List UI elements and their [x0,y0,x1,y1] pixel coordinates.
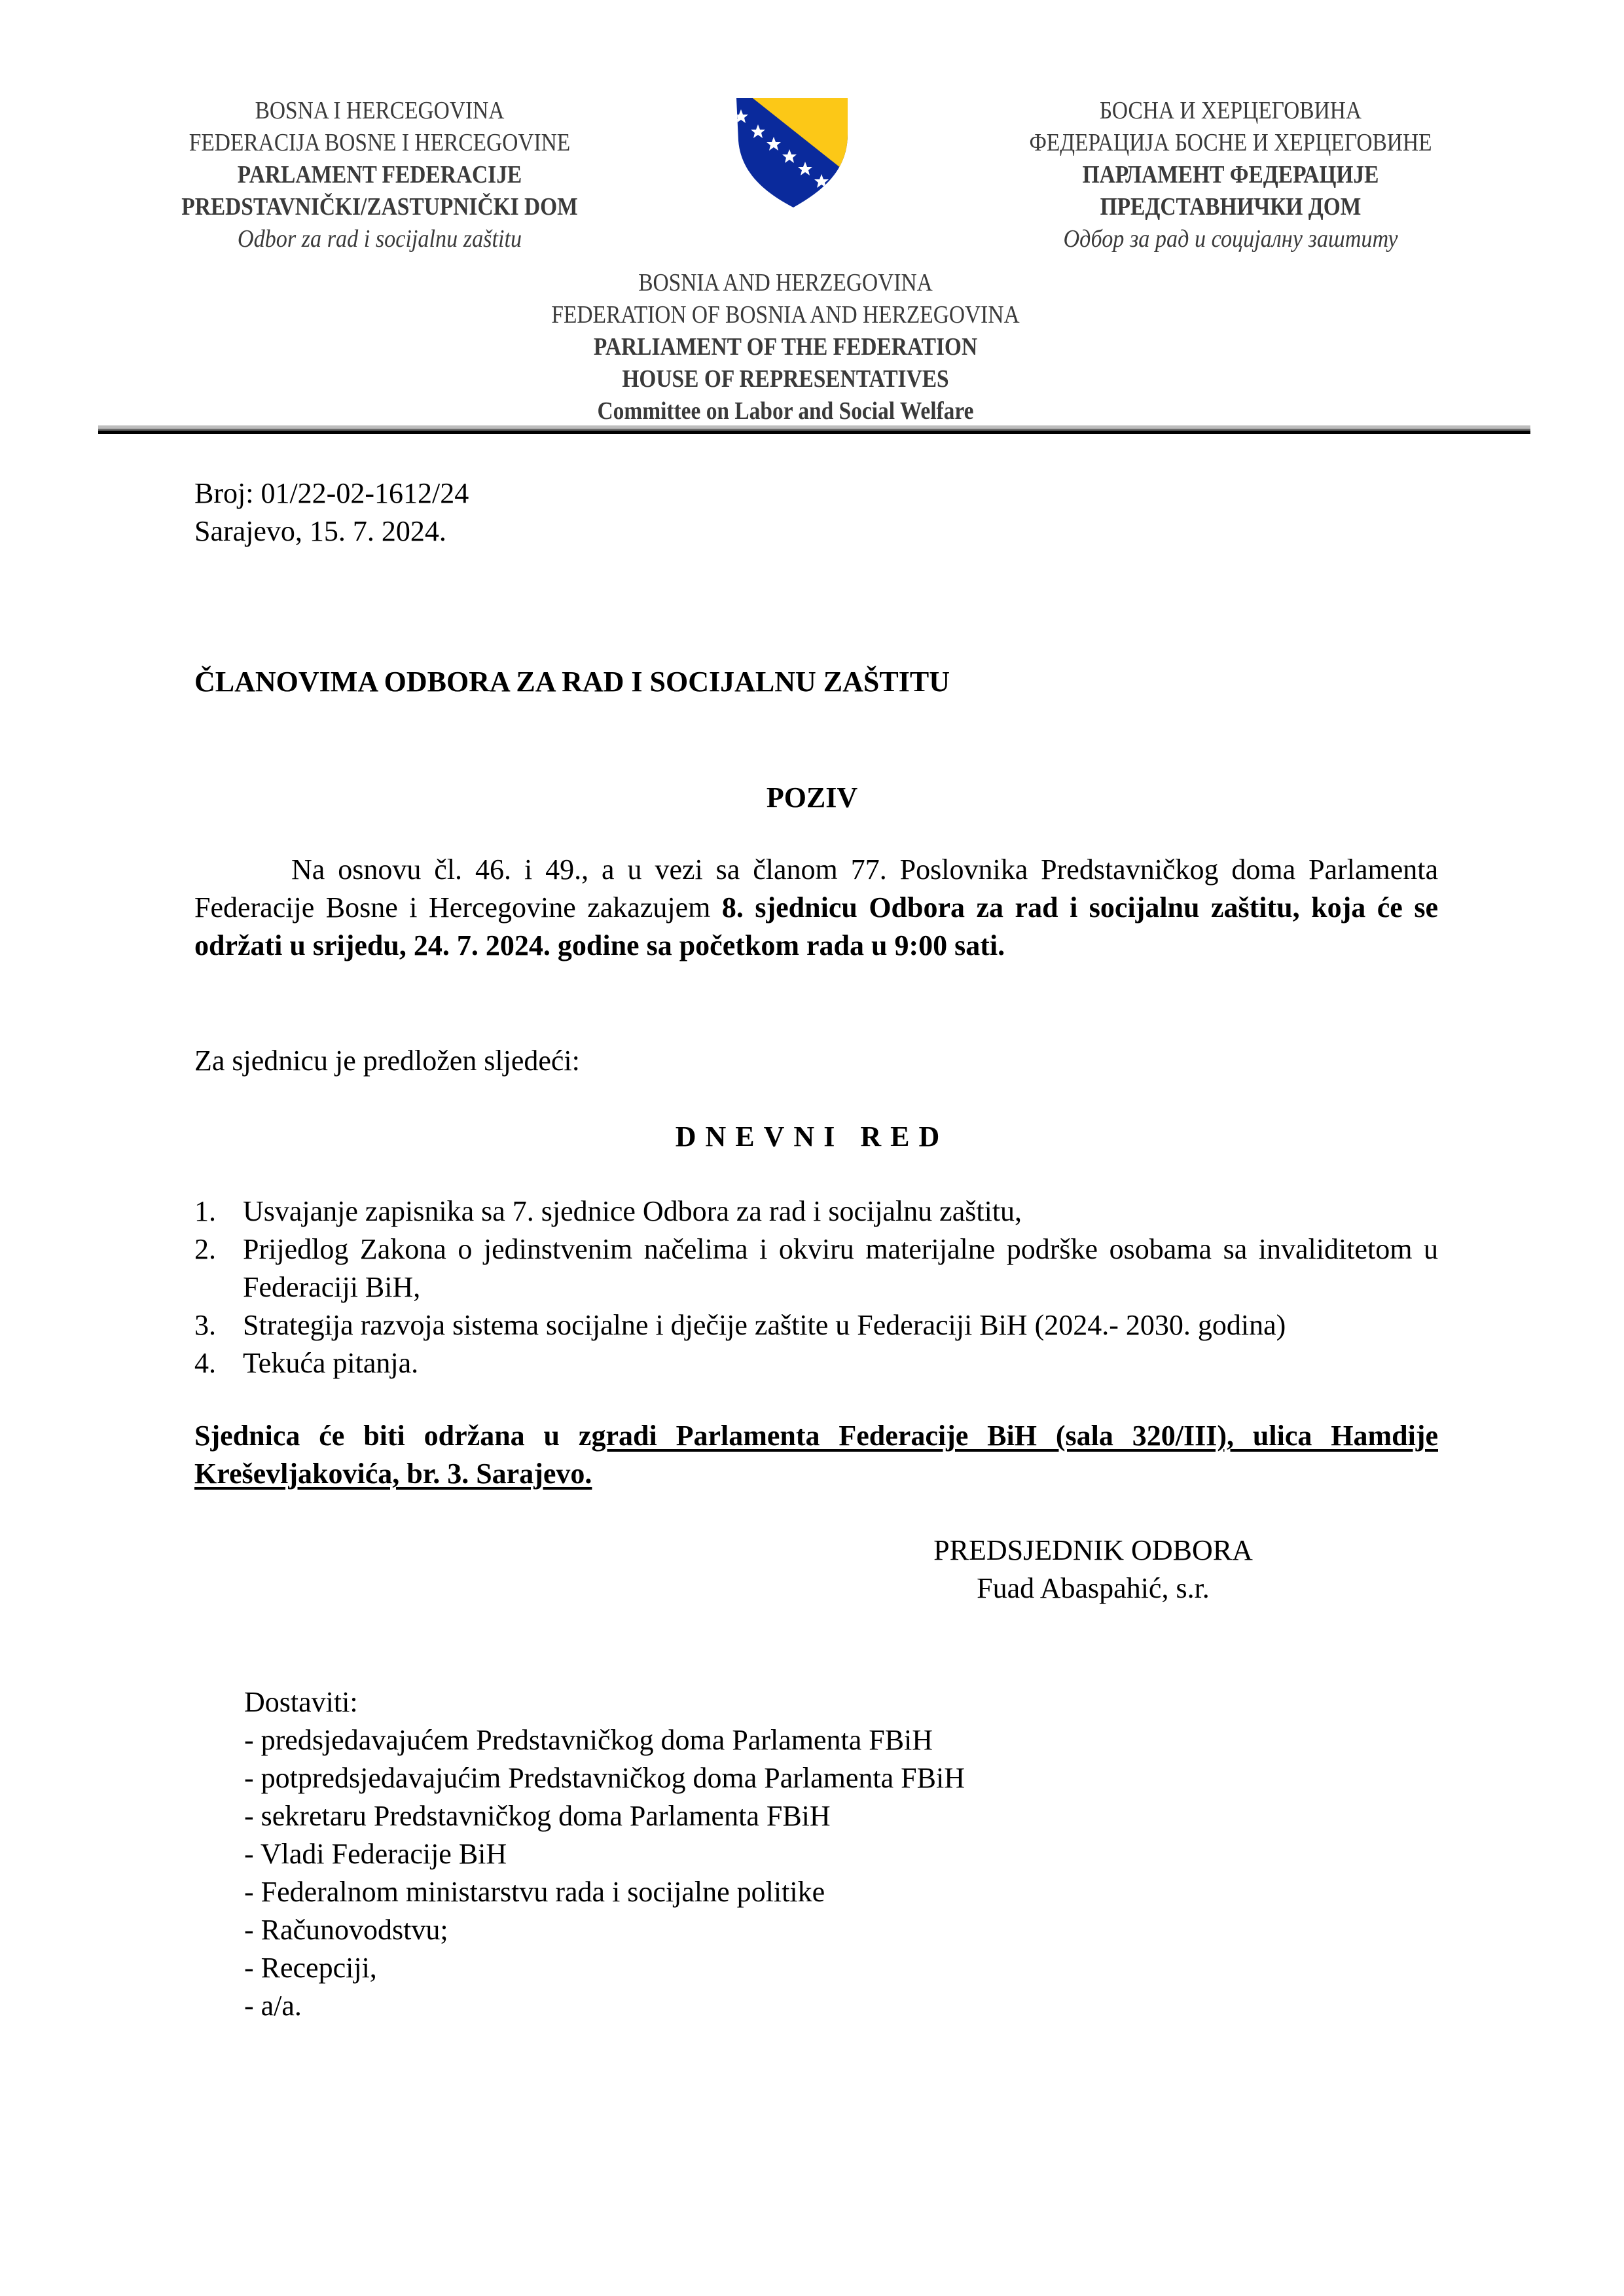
venue-underlined-text: gradi Parlamenta Federacije BiH (sala 320/III), ulica Hamdije Kreševljakovića, br. 3. Sarajevo. [194,1420,1438,1490]
agenda-item [194,1230,1438,1306]
federation-name-english: FEDERATION OF BOSNIA AND HERZEGOVINA [551,301,1020,329]
intro-regular-text: Na osnovu čl. 46. i 49., a u vezi sa članom 77. Poslovnika Predstavničkog doma Parlamenta Federacije Bosne i Hercegovine zakazujem [194,853,1438,924]
agenda-item-text: Tekuća pitanja. [243,1347,419,1379]
parliament-name-english: PARLIAMENT OF THE FEDERATION [593,333,978,361]
intro-bold-text: 8. sjednicu Odbora za rad i socijalnu zaštitu, koja će se održati u srijedu, 24. 7. 2024. godine sa početkom rada u 9:00 sati. [194,891,1438,961]
house-name-cyrillic: ПРЕДСТАВНИЧКИ ДОМ [1100,193,1362,221]
letterhead-cyrillic [962,95,1499,255]
house-name: PREDSTAVNIČKI/ZASTUPNIČKI DOM [181,193,578,221]
distribution-item: - a/a. [244,1990,302,2022]
distribution-item: - sekretaru Predstavničkog doma Parlamenta FBiH [244,1800,831,1832]
header-divider [98,425,1530,435]
distribution-label: Dostaviti: [244,1686,358,1718]
letterhead-latin [118,95,641,255]
house-name-english: HOUSE OF REPRESENTATIVES [622,365,949,393]
document-title: POZIV [766,781,858,814]
agenda-title: DNEVNI RED [675,1121,949,1153]
parliament-name-cyrillic: ПАРЛАМЕНТ ФЕДЕРАЦИЈЕ [1082,161,1379,188]
place-and-date: Sarajevo, 15. 7. 2024. [194,515,446,547]
agenda-item [194,1193,1438,1230]
agenda-item-text: Strategija razvoja sistema socijalne i dječije zaštite u Federaciji BiH (2024.- 2030. godina) [243,1309,1286,1341]
distribution-item: - predsjedavajućem Predstavničkog doma Parlamenta FBiH [244,1724,933,1756]
distribution-item: - Federalnom ministarstvu rada i socijalne politike [244,1876,825,1908]
proposed-label: Za sjednicu je predložen sljedeći: [194,1045,580,1077]
agenda-item-number: 2. [194,1233,216,1265]
agenda-item-text: Usvajanje zapisnika sa 7. sjednice Odbora za rad i socijalnu zaštitu, [243,1195,1022,1227]
letterhead-english [452,267,1119,427]
distribution-item: - Recepciji, [244,1952,377,1984]
agenda-item-number: 1. [194,1195,216,1227]
agenda-item-number: 4. [194,1347,216,1379]
addressee: ČLANOVIMA ODBORA ZA RAD I SOCIJALNU ZAŠTITU [194,666,950,698]
agenda-item [194,1306,1438,1344]
agenda-item-text: Prijedlog Zakona o jedinstvenim načelima i okviru materijalne podrške osobama sa invaliditetom u Federaciji BiH, [243,1233,1438,1303]
distribution-list [244,1683,965,2025]
committee-name-cyrillic: Одбор за рад и социјалну заштиту [1063,225,1398,253]
divider-dark-band [98,431,1530,434]
signatory-role: PREDSJEDNIK ODBORA [933,1534,1253,1566]
star-icon [829,187,844,200]
country-name-cyrillic: БОСНА И ХЕРЦЕГОВИНА [1099,97,1362,124]
federation-name: FEDERACIJA BOSNE I HERCEGOVINE [189,129,571,156]
parliament-name: PARLAMENT FEDERACIJE [237,161,522,188]
agenda-item [194,1344,1438,1382]
signatory-name: Fuad Abaspahić, s.r. [977,1572,1210,1604]
committee-name-english: Committee on Labor and Social Welfare [597,397,974,425]
federation-name-cyrillic: ФЕДЕРАЦИЈА БОСНЕ И ХЕРЦЕГОВИНЕ [1029,129,1432,156]
distribution-item: - Vladi Federacije BiH [244,1838,507,1870]
agenda-item-number: 3. [194,1309,216,1341]
venue-notice [194,1417,1438,1493]
distribution-item: - Računovodstvu; [244,1914,448,1946]
country-name-english: BOSNIA AND HERZEGOVINA [638,269,933,296]
distribution-item: - potpredsjedavajućim Predstavničkog doma Parlamenta FBiH [244,1762,965,1794]
committee-name: Odbor za rad i socijalnu zaštitu [237,225,522,253]
signature-block [871,1532,1316,1607]
agenda-list [194,1193,1438,1382]
venue-plain-text: Sjednica će biti održana u z [194,1420,592,1452]
country-name: BOSNA I HERCEGOVINA [255,97,505,124]
intro-paragraph [194,851,1438,965]
coat-of-arms-icon [733,95,851,209]
reference-number: Broj: 01/22-02-1612/24 [194,477,469,509]
